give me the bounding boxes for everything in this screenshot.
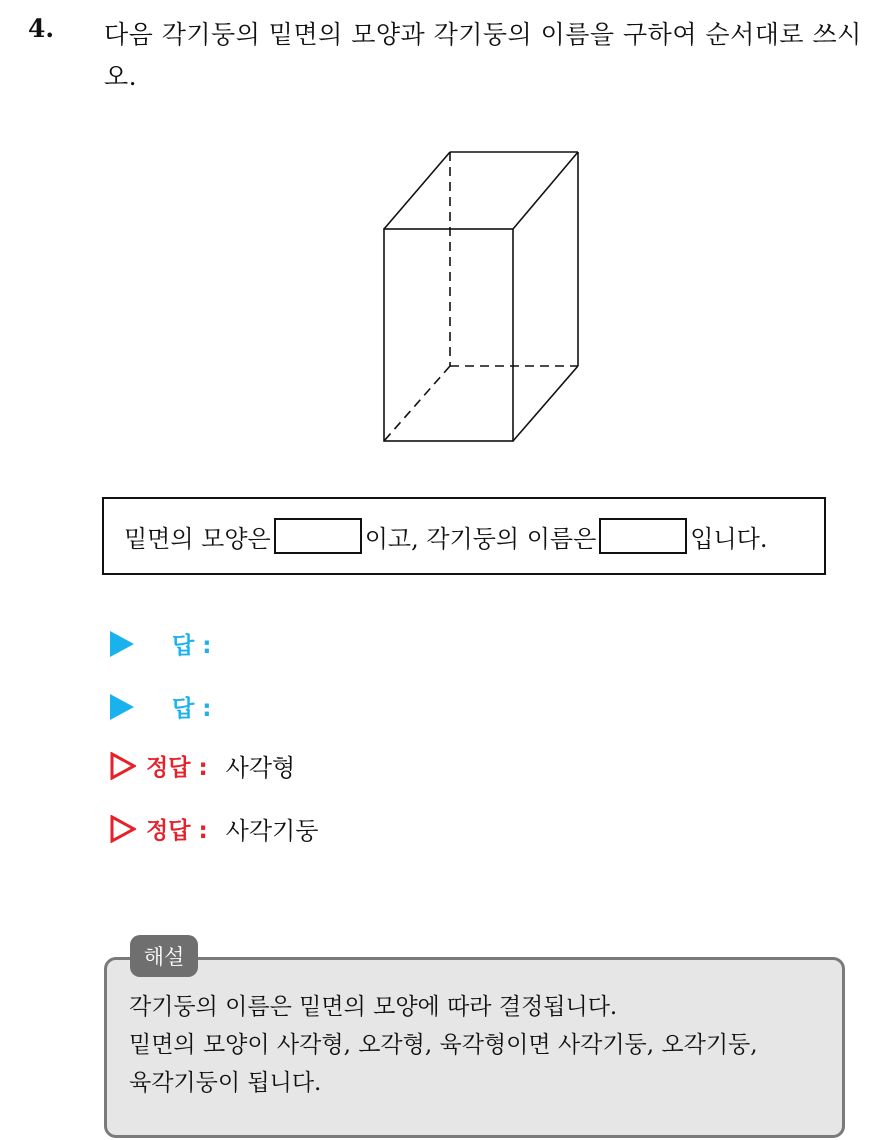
outline-triangle-icon (110, 815, 136, 843)
fill-in-text-1: 밑면의 모양은 (124, 524, 271, 553)
answer-label: 답 : (172, 696, 212, 722)
explanation-line: 육각기둥이 됩니다. (129, 1070, 322, 1096)
explanation-line: 밑면의 모양이 사각형, 오각형, 육각형이면 사각기둥, 오각기둥, (129, 1032, 758, 1058)
question-text: 다음 각기둥의 밑면의 모양과 각기둥의 이름을 구하여 순서대로 쓰시오. (104, 20, 862, 91)
answer-label: 답 : (172, 633, 212, 659)
correct-answer-row-2 (110, 811, 318, 846)
question-number: 4. (28, 14, 55, 43)
correct-answer-label: 정답 : (146, 818, 208, 844)
rectangular-prism-figure (370, 140, 600, 460)
play-triangle-icon (110, 631, 134, 657)
explanation-tag: 해설 (130, 935, 198, 977)
answer-row-2[interactable] (110, 690, 211, 723)
outline-triangle-icon (110, 752, 136, 780)
fill-in-text-2: 이고, 각기둥의 이름은 (364, 524, 597, 553)
explanation-line: 각기둥의 이름은 밑면의 모양에 따라 결정됩니다. (129, 994, 618, 1020)
correct-answer-value: 사각기둥 (225, 817, 319, 845)
blank-answer-box-2[interactable] (599, 518, 687, 554)
play-triangle-icon (110, 694, 134, 720)
correct-answer-row-1 (110, 748, 295, 783)
correct-answer-label: 정답 : (146, 755, 208, 781)
blank-answer-box-1[interactable] (274, 518, 362, 554)
answer-row-1[interactable] (110, 627, 211, 660)
fill-in-text-3: 입니다. (690, 524, 768, 553)
explanation-box (104, 957, 845, 1138)
correct-answer-value: 사각형 (225, 754, 296, 782)
fill-in-sentence-box (102, 497, 826, 575)
